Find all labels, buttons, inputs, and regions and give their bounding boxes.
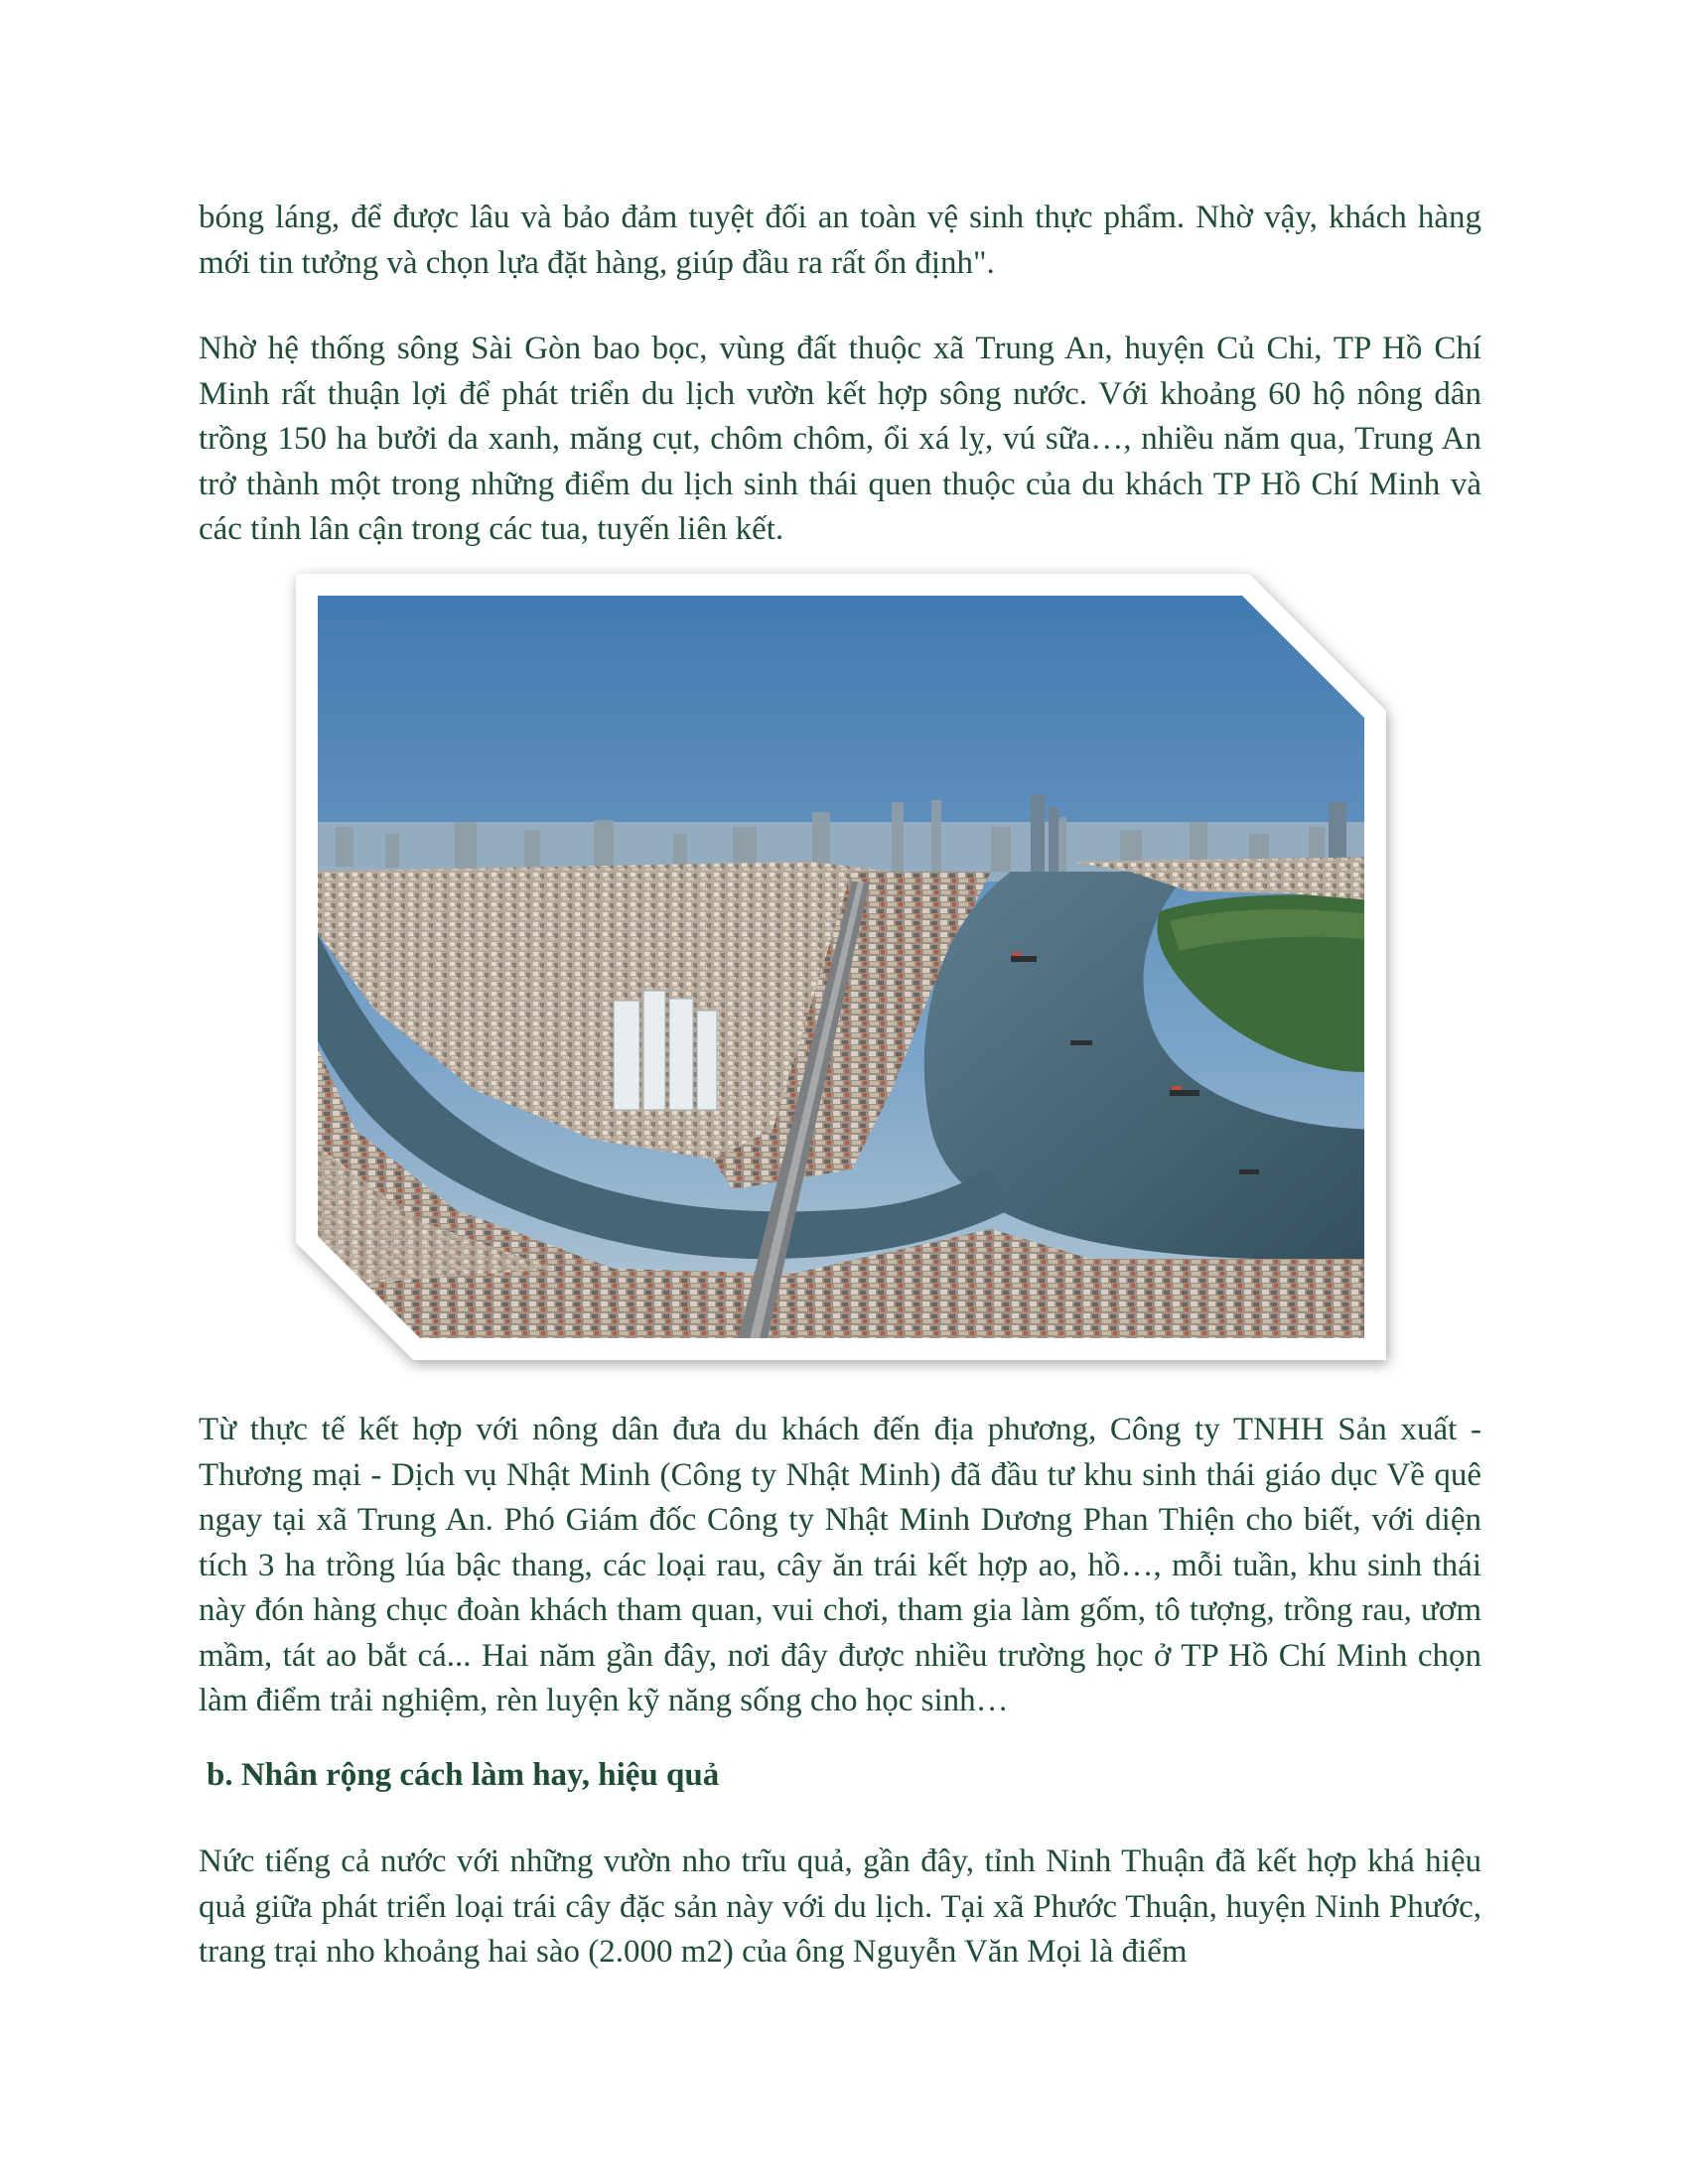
city-river-aerial-photo [296, 574, 1386, 1360]
paragraph-1: bóng láng, để được lâu và bảo đảm tuyệt đối an toàn vệ sinh thực phẩm. Nhờ vậy, khách hàng mới tin tưởng và chọn lựa đặt hàng, giúp đầu ra rất ổn định". [199, 200, 1481, 281]
paragraph-3: Từ thực tế kết hợp với nông dân đưa du khách đến địa phương, Công ty TNHH Sản xuất - Thương mại - Dịch vụ Nhật Minh (Công ty Nhật Minh) đã đầu tư khu sinh thái giáo dục Về quê ngay tại xã Trung An. Phó Giám đốc Công ty Nhật Minh Dương Phan Thiện cho biết, với diện tích 3 ha trồng lúa bậc thang, các loại rau, cây ăn trái kết hợp ao, hồ…, mỗi tuần, khu sinh thái này đón hàng chục đoàn khách tham quan, vui chơi, tham gia làm gốm, tô tượng, trồng rau, ươm mầm, tát ao bắt cá... Hai năm gần đây, nơi đây được nhiều trường học ở TP Hồ Chí Minh chọn làm điểm trải nghiệm, rèn luyện kỹ năng sống cho học sinh… [199, 1412, 1481, 1718]
section-heading: b. Nhân rộng cách làm hay, hiệu quả [207, 1757, 720, 1793]
paragraph-2: Nhờ hệ thống sông Sài Gòn bao bọc, vùng đất thuộc xã Trung An, huyện Củ Chi, TP Hồ Chí Minh rất thuận lợi để phát triển du lịch vườn kết hợp sông nước. Với khoảng 60 hộ nông dân trồng 150 ha bưởi da xanh, măng cụt, chôm chôm, ổi xá lỵ, vú sữa…, nhiều năm qua, Trung An trở thành một trong những điểm du lịch sinh thái quen thuộc của du khách TP Hồ Chí Minh và các tỉnh lân cận trong các tua, tuyến liên kết. [199, 331, 1481, 547]
paragraph-4: Nức tiếng cả nước với những vườn nho trĩu quả, gần đây, tỉnh Ninh Thuận đã kết hợp khá hiệu quả giữa phát triển loại trái cây đặc sản này với du lịch. Tại xã Phước Thuận, huyện Ninh Phước, trang trại nho khoảng hai sào (2.000 m2) của ông Nguyễn Văn Mọi là điểm [199, 1843, 1481, 1970]
